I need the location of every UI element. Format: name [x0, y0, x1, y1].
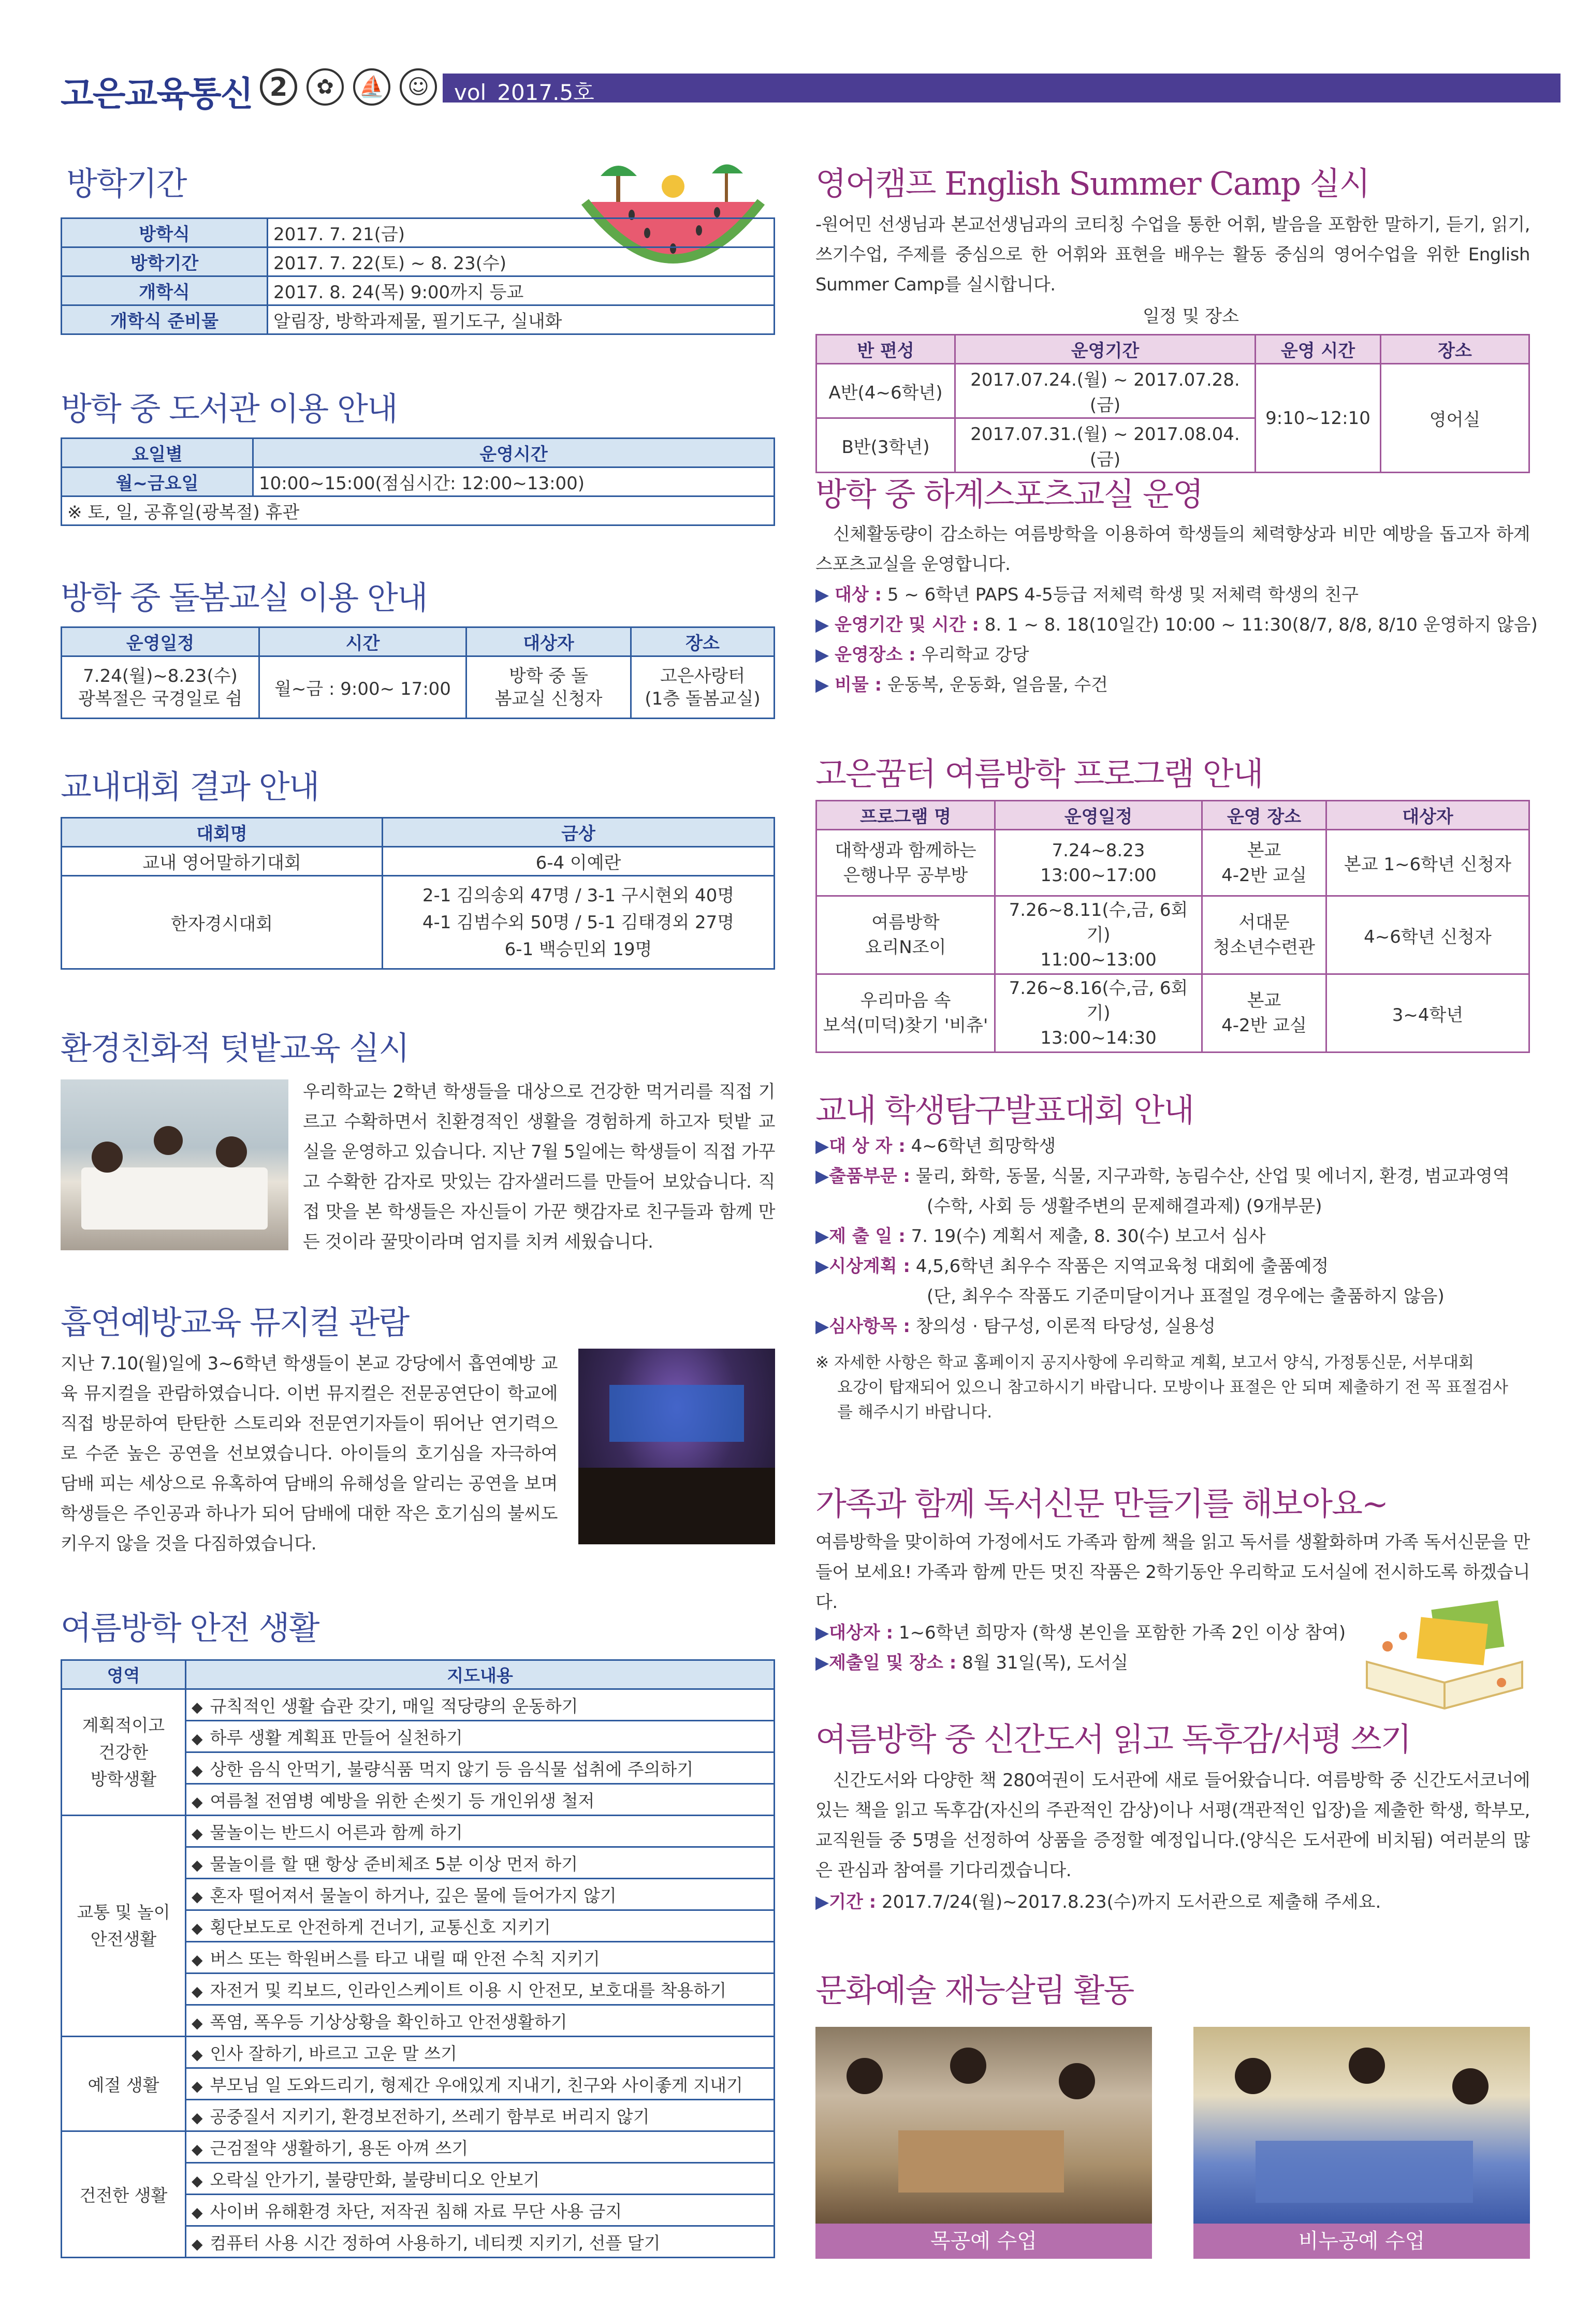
soapcraft-caption: 비누공예 수업: [1193, 2224, 1530, 2259]
contest-head: 금상: [383, 818, 775, 847]
care-head: 시간: [259, 627, 466, 656]
paper-item: ▶제출일 및 장소 : 8월 31일(목), 도서실: [815, 1653, 1129, 1673]
musical-text: 지난 7.10(월)일에 3~6학년 학생들이 본교 강당에서 흡연예방 교육 뮤지컬을 관람하였습니다. 이번 뮤지컬은 전문공연단이 학교에 직접 방문하여 탄탄한 스토리와 전문연기자들이 뛰어난 연기력으로 수준 높은 공연을 선보였습니다. 아이들의 호기심을 자극하여 담배 피는 세상으로 유혹하여 담배의 유해성을 알리는 공연을 보며 학생들은 주인공과 하나가 되어 담배에 대한 작은 호기심의 불씨도 키우지 않을 것을 다짐하였습니다.: [61, 1353, 558, 1554]
vacation-value: 2017. 7. 21(금): [268, 218, 775, 247]
dream-date: 7.24~8.23 13:00~17:00: [995, 830, 1202, 896]
contest-head: 대회명: [62, 818, 383, 847]
library-title: 방학 중 도서관 이용 안내: [61, 390, 397, 428]
safety-head: 영역: [62, 1660, 186, 1689]
camp-head: 반 편성: [816, 335, 955, 364]
camp-class: A반(4~6학년): [816, 364, 955, 418]
care-head: 운영일정: [62, 627, 259, 656]
library-head: 운영시간: [253, 439, 775, 467]
safety-item: ◆ 물놀이를 할 땐 항상 준비체조 5분 이상 먼저 하기: [186, 1847, 775, 1879]
safety-area: 건전한 생활: [62, 2131, 186, 2258]
dream-date: 7.26~8.11(수,금, 6회기) 11:00~13:00: [995, 896, 1202, 974]
care-place: 고은사랑터 (1층 돌봄교실): [631, 656, 775, 719]
woodcraft-caption: 목공예 수업: [815, 2224, 1152, 2259]
camp-head: 운영기간: [955, 335, 1256, 364]
woodcraft-photo: [815, 2027, 1152, 2224]
camp-place: 영어실: [1381, 364, 1529, 473]
camp-period: 2017.07.24.(월) ~ 2017.07.28.(금): [955, 364, 1256, 418]
books-title: 여름방학 중 신간도서 읽고 독후감/서평 쓰기: [815, 1720, 1411, 1758]
safety-item: ◆ 하루 생활 계획표 만들어 실천하기: [186, 1721, 775, 1752]
volume-label: vol_2017.5호: [454, 80, 594, 105]
library-head: 요일별: [62, 439, 253, 467]
care-time: 월~금 : 9:00~ 17:00: [259, 656, 466, 719]
camp-table: [815, 334, 1530, 473]
vacation-value: 2017. 7. 22(토) ~ 8. 23(수): [268, 247, 775, 276]
camp-head: 운영 시간: [1256, 335, 1381, 364]
safety-item: ◆ 횡단보도로 안전하게 건너기, 교통신호 지키기: [186, 1910, 775, 1942]
inquiry-item: ▶출품부문 : 물리, 화학, 동물, 식물, 지구과학, 농림수산, 산업 및 에너지, 환경, 범교과영역: [815, 1166, 1510, 1187]
inquiry-item: (수학, 사회 등 생활주변의 문제해결과제) (9개부문): [927, 1196, 1322, 1217]
inquiry-item: ▶시상계획 : 4,5,6학년 최우수 작품은 지역교육청 대회에 출품예정: [815, 1256, 1329, 1277]
sports-item: ▶ 운영기간 및 시간 : 8. 1 ~ 8. 18(10일간) 10:00 ~ 11:30(8/7, 8/8, 8/10 운영하지 않음): [815, 615, 1538, 635]
musical-title: 흡연예방교육 뮤지컬 관람: [61, 1304, 409, 1341]
ship-icon: ⛵: [353, 68, 390, 106]
newsletter-title: 고은교육통신: [61, 74, 253, 114]
camp-head: 장소: [1381, 335, 1529, 364]
care-head: 장소: [631, 627, 775, 656]
books-item: ▶기간 : 2017.7/24(월)~2017.8.23(수)까지 도서관으로 제출해 주세요.: [815, 1892, 1381, 1912]
inquiry-item: (단, 최우수 작품도 기준미달이거나 표절일 경우에는 출품하지 않음): [927, 1286, 1445, 1307]
paper-title: 가족과 함께 독서신문 만들기를 해보아요~: [815, 1485, 1388, 1523]
dream-date: 7.26~8.16(수,금, 6회기) 13:00~14:30: [995, 974, 1202, 1053]
dream-table: [815, 800, 1530, 1053]
flower-icon: ✿: [307, 68, 344, 106]
vacation-label: 개학식: [62, 276, 268, 305]
vacation-title: 방학기간: [66, 165, 186, 202]
inquiry-item: ▶제 출 일 : 7. 19(수) 계획서 제출, 8. 30(수) 보고서 심사: [815, 1226, 1266, 1247]
contest-table: [61, 817, 775, 970]
inquiry-item: ▶심사항목 : 창의성 · 탐구성, 이론적 타당성, 실용성: [815, 1316, 1216, 1337]
vacation-label: 개학식 준비물: [62, 305, 268, 334]
safety-title: 여름방학 안전 생활: [61, 1609, 319, 1647]
dream-place: 서대문 청소년수련관: [1202, 896, 1326, 974]
contest-name: 한자경시대회: [62, 876, 383, 969]
library-days: 월~금요일: [62, 467, 253, 496]
safety-item: ◆ 근검절약 생활하기, 용돈 아껴 쓰기: [186, 2131, 775, 2163]
library-hours: 10:00~15:00(점심시간: 12:00~13:00): [253, 467, 775, 496]
safety-item: ◆ 폭염, 폭우등 기상상황을 확인하고 안전생활하기: [186, 2005, 775, 2037]
inquiry-note: ※ 자세한 사항은 학교 홈페이지 공지사항에 우리학교 계획, 보고서 양식, 가정통신문, 서부대회 요강이 탑재되어 있으니 참고하시기 바랍니다. 모방이나 표절은 안 되며 제출하기 전 꼭 표절검사 를 해주시기 바랍니다.: [815, 1353, 1508, 1422]
contest-title: 교내대회 결과 안내: [61, 768, 319, 806]
camp-caption: 일정 및 장소: [1143, 306, 1239, 327]
library-table: [61, 437, 775, 526]
dream-place: 본교 4-2반 교실: [1202, 974, 1326, 1053]
safety-item: ◆ 규칙적인 생활 습관 갖기, 매일 적당량의 운동하기: [186, 1689, 775, 1721]
safety-item: ◆ 자전거 및 킥보드, 인라인스케이트 이용 시 안전모, 보호대를 착용하기: [186, 1974, 775, 2005]
safety-item: ◆ 부모님 일 도와드리기, 형제간 우애있게 지내기, 친구와 사이좋게 지내기: [186, 2068, 775, 2100]
care-head: 대상자: [466, 627, 631, 656]
inquiry-item: ▶대 상 자 : 4~6학년 희망학생: [815, 1136, 1056, 1157]
contest-winners: 6-4 이예란: [383, 847, 775, 876]
care-table: [61, 626, 775, 719]
vacation-table: [61, 217, 775, 335]
garden-photo: [61, 1079, 288, 1250]
safety-head: 지도내용: [186, 1660, 775, 1689]
safety-item: ◆ 혼자 떨어져서 물놀이 하거나, 깊은 물에 들어가지 않기: [186, 1879, 775, 1910]
care-target: 방학 중 돌 봄교실 신청자: [466, 656, 631, 719]
page-number: 2: [260, 68, 297, 106]
dream-head: 대상자: [1326, 801, 1529, 830]
safety-item: ◆ 사이버 유해환경 차단, 저작권 침해 자료 무단 사용 금지: [186, 2195, 775, 2226]
book-illustration: [1356, 1584, 1533, 1729]
vacation-value: 2017. 8. 24(목) 9:00까지 등교: [268, 276, 775, 305]
dream-target: 3~4학년: [1326, 974, 1529, 1053]
safety-item: ◆ 오락실 안가기, 불량만화, 불량비디오 안보기: [186, 2163, 775, 2195]
dream-program: 우리마음 속 보석(미덕)찾기 '비츄': [816, 974, 995, 1053]
camp-period: 2017.07.31.(월) ~ 2017.08.04.(금): [955, 418, 1256, 473]
sports-title: 방학 중 하계스포츠교실 운영: [815, 475, 1203, 513]
safety-area: 예절 생활: [62, 2037, 186, 2131]
safety-item: ◆ 상한 음식 안먹기, 불량식품 먹지 않기 등 음식물 섭취에 주의하기: [186, 1752, 775, 1784]
contest-name: 교내 영어말하기대회: [62, 847, 383, 876]
header: [61, 62, 1529, 114]
musical-photo: [578, 1349, 775, 1544]
person-icon: ☺: [400, 68, 437, 106]
library-note: ※ 토, 일, 공휴일(광복절) 휴관: [62, 496, 775, 525]
safety-item: ◆ 물놀이는 반드시 어른과 함께 하기: [186, 1816, 775, 1847]
contest-winners: 2-1 김의송외 47명 / 3-1 구시현외 40명 4-1 김범수외 50명 / 5-1 김태경외 27명 6-1 백승민외 19명: [383, 876, 775, 969]
safety-area: 교통 및 놀이 안전생활: [62, 1816, 186, 2037]
dream-head: 운영 장소: [1202, 801, 1326, 830]
dream-target: 본교 1~6학년 신청자: [1326, 830, 1529, 896]
sports-item: ▶ 대상 : 5 ~ 6학년 PAPS 4-5등급 저체력 학생 및 저체력 학생의 친구: [815, 584, 1359, 605]
safety-item: ◆ 인사 잘하기, 바르고 고운 말 쓰기: [186, 2037, 775, 2068]
dream-target: 4~6학년 신청자: [1326, 896, 1529, 974]
arts-title: 문화예술 재능살림 활동: [815, 1971, 1134, 2009]
care-title: 방학 중 돌봄교실 이용 안내: [61, 579, 427, 617]
dream-program: 대학생과 함께하는 은행나무 공부방: [816, 830, 995, 896]
camp-time: 9:10~12:10: [1256, 364, 1381, 473]
safety-table: [61, 1659, 775, 2258]
inquiry-title: 교내 학생탐구발표대회 안내: [815, 1091, 1194, 1129]
camp-class: B반(3학년): [816, 418, 955, 473]
dream-title: 고은꿈터 여름방학 프로그램 안내: [815, 755, 1263, 793]
care-schedule: 7.24(월)~8.23(수) 광복절은 국경일로 쉼: [62, 656, 259, 719]
dream-program: 여름방학 요리N조이: [816, 896, 995, 974]
safety-item: ◆ 버스 또는 학원버스를 타고 내릴 때 안전 수칙 지키기: [186, 1942, 775, 1974]
camp-title: 영어캠프 English Summer Camp 실시: [815, 165, 1369, 202]
vacation-label: 방학식: [62, 218, 268, 247]
safety-item: ◆ 컴퓨터 사용 시간 정하여 사용하기, 네티켓 지키기, 선플 달기: [186, 2226, 775, 2258]
safety-item: ◆ 여름철 전염병 예방을 위한 손씻기 등 개인위생 철저: [186, 1784, 775, 1816]
sports-item: ▶ 운영장소 : 우리학교 강당: [815, 645, 1029, 665]
camp-text: -원어민 선생님과 본교선생님과의 코티칭 수업을 통한 어휘, 발음을 포함한 말하기, 듣기, 읽기, 쓰기수업, 주제를 중심으로 한 어휘와 표현을 배우는 활동 중심의 영어수업을 위한 English Summer Camp를 실시합니다.: [815, 214, 1530, 295]
dream-place: 본교 4-2반 교실: [1202, 830, 1326, 896]
vacation-value: 알림장, 방학과제물, 필기도구, 실내화: [268, 305, 775, 334]
vacation-label: 방학기간: [62, 247, 268, 276]
garden-title: 환경친화적 텃밭교육 실시: [61, 1029, 409, 1067]
safety-item: ◆ 공중질서 지키기, 환경보전하기, 쓰레기 함부로 버리지 않기: [186, 2100, 775, 2131]
sports-text: 신체활동량이 감소하는 여름방학을 이용하여 학생들의 체력향상과 비만 예방을 돕고자 하계스포츠교실을 운영합니다.: [815, 524, 1530, 575]
soapcraft-photo: [1193, 2027, 1530, 2224]
paper-text: 여름방학을 맞이하여 가정에서도 가족과 함께 책을 읽고 독서를 생활화하며 가족 독서신문을 만들어 보세요! 가족과 함께 만든 멋진 작품은 2학기동안 우리학교 도서실에 전시하도록 하겠습니다.: [815, 1532, 1530, 1613]
header-bar: [443, 74, 1560, 103]
garden-text: 우리학교는 2학년 학생들을 대상으로 건강한 먹거리를 직접 기르고 수확하면서 친환경적인 생활을 경험하게 하고자 텃밭 교실을 운영하고 있습니다. 지난 7월 5일에는 학생들이 직접 가꾸고 수확한 감자로 맛있는 감자샐러드를 만들어 보았습니다. 직접 맛을 본 학생들은 자신들이 가꾼 햇감자로 친구들과 함께 만든 것이라 꿀맛이라며 엄지를 치켜 세웠습니다.: [303, 1081, 775, 1252]
dream-head: 운영일정: [995, 801, 1202, 830]
books-text: 신간도서와 다양한 책 280여권이 도서관에 새로 들어왔습니다. 여름방학 중 신간도서코너에 있는 책을 읽고 독후감(자신의 주관적인 감상)이나 서평(객관적인 입장)을 제출한 학생, 학부모, 교직원들 중 5명을 선정하여 상품을 증정할 예정입니다.(양식은 도서관에 비치됨) 여러분의 많은 관심과 참여를 기다리겠습니다.: [815, 1770, 1530, 1881]
paper-item: ▶대상자 : 1~6학년 희망자 (학생 본인을 포함한 가족 2인 이상 참여): [815, 1623, 1346, 1643]
sports-item: ▶ 비물 : 운동복, 운동화, 얼음물, 수건: [815, 675, 1108, 695]
safety-area: 계획적이고 건강한 방학생활: [62, 1689, 186, 1816]
dream-head: 프로그램 명: [816, 801, 995, 830]
